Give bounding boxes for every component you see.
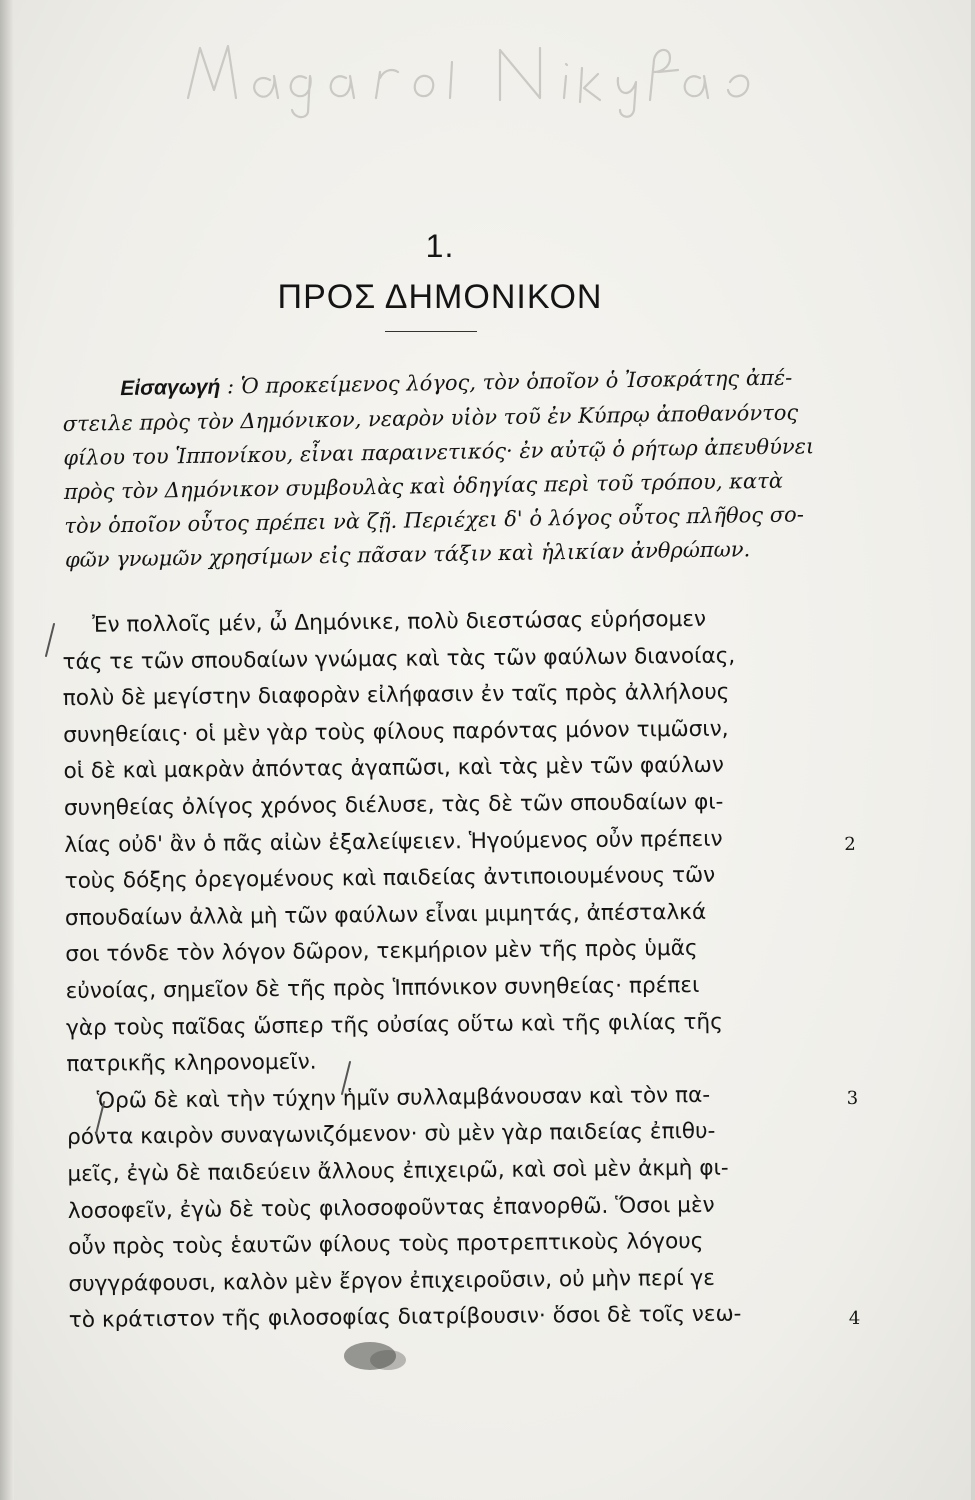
text-line: σπουδαίων ἀλλὰ μὴ τῶν φαύλων εἶναι μιμητάς, ἀπέσταλκά — [64, 899, 707, 931]
section-number: 3 — [846, 1087, 859, 1109]
text-line: οὖν πρὸς τοὺς ἑαυτῶν φίλους τοὺς προτρεπτικοὺς λόγους — [68, 1228, 704, 1261]
text-line: τοὺς δόξης ὀρεγομένους καὶ παιδείας ἀντιποιουμένους τῶν — [64, 862, 716, 895]
text-line: γὰρ τοὺς παῖδας ὥσπερ τῆς οὐσίας οὕτω καὶ τῆς φιλίας τῆς — [65, 1009, 723, 1041]
page-title: ΠΡΟΣ ΔΗΜΟΝΙΚΟΝ — [277, 278, 603, 316]
intro-line: φίλου του Ἱππονίκου, εἶναι παραινετικός· ἐν αὐτῷ ὁ ρήτωρ ἀπευθύνει — [63, 434, 815, 470]
text-line: συγγράφουσι, καλὸν μὲν ἔργον ἐπιχειροῦσιν, οὐ μὴν περί γε — [68, 1265, 716, 1297]
text-line: μεῖς, ἐγὼ δὲ παιδεύειν ἄλλους ἐπιχειρῶ, καὶ σοὶ μὲν ἀκμὴ φι- — [67, 1155, 729, 1187]
margin-section-numbers — [842, 608, 889, 1368]
main-text — [62, 600, 859, 1339]
pencil-mark — [336, 1060, 356, 1096]
text-line: τάς τε τῶν σπουδαίων γνώμας καὶ τὰς τῶν φαύλων διανοίας, — [62, 643, 736, 675]
pencil-mark — [90, 1100, 110, 1136]
text-line: ρόντα καιρὸν συναγωνιζόμενον· σὺ μὲν γὰρ παιδείας ἐπιθυ- — [66, 1119, 716, 1151]
chapter-number: 1. — [425, 228, 455, 264]
text-line: πολὺ δὲ μεγίστην διαφορὰν εἰλήφασιν ἐν ταῖς πρὸς ἀλλήλους — [62, 679, 730, 712]
introduction — [62, 359, 865, 577]
intro-line-text: : Ὁ προκείμενος λόγος, τὸν ὁποῖον ὁ Ἰσοκράτης ἀπέ- — [226, 365, 793, 399]
text-line: οἱ δὲ καὶ μακρὰν ἀπόντας ἀγαπῶσι, καὶ τὰς μὲν τῶν φαύλων — [63, 753, 724, 785]
page-spine-shadow — [0, 0, 14, 1500]
section-number: 4 — [848, 1307, 861, 1329]
intro-line: φῶν γνωμῶν χρησίμων εἰς πᾶσαν τάξιν καὶ ἡλικίαν ἀνθρώπων. — [64, 537, 751, 572]
text-line: τὸ κράτιστον τῆς φιλοσοφίας διατρίβουσιν· ὅσοι δὲ τοῖς νεω- — [68, 1301, 742, 1334]
intro-label: Εἰσαγωγή — [120, 375, 221, 401]
section-number: 2 — [844, 833, 856, 855]
page-right-edge — [971, 0, 975, 1500]
text-line: Ἐν πολλοῖς μέν, ὦ Δημόνικε, πολὺ διεστώσας εὑρήσομεν — [92, 606, 707, 638]
text-line: λοσοφεῖν, ἐγὼ δὲ τοὺς φιλοσοφοῦντας ἐπανορθῶ. Ὅσοι μὲν — [67, 1192, 715, 1224]
handwritten-signature — [170, 20, 790, 120]
intro-line: στειλε πρὸς τὸν Δημόνικον, νεαρὸν υἱὸν τοῦ ἐν Κύπρῳ ἀποθανόντος — [62, 400, 799, 436]
pencil-mark — [40, 622, 60, 658]
text-line: σοι τόνδε τὸν λόγον δῶρον, τεκμήριον μὲν τῆς πρὸς ὑμᾶς — [65, 936, 698, 968]
text-line: λίας οὐδ' ἂν ὁ πᾶς αἰὼν ἐξαλείψειεν. Ἡγούμενος οὖν πρέπειν — [64, 826, 723, 858]
intro-line: πρὸς τὸν Δημόνικον συμβουλὰς καὶ ὁδηγίας περὶ τοῦ τρόπου, κατὰ — [63, 468, 784, 504]
intro-line: τὸν ὁποῖον οὗτος πρέπει νὰ ζῇ. Περιέχει δ' ὁ λόγος οὗτος πλῆθος σο- — [64, 502, 805, 538]
text-line: συνηθείας ὀλίγος χρόνος διέλυσε, τὰς δὲ τῶν σπουδαίων φι- — [63, 789, 724, 821]
ink-stain — [336, 1336, 416, 1376]
title-divider — [385, 331, 477, 332]
text-line: εὐνοίας, σημεῖον δὲ τῆς πρὸς Ἱππόνικον συνηθείας· πρέπει — [65, 972, 700, 1004]
text-line: συνηθείαις· οἱ μὲν γὰρ τοὺς φίλους παρόντας μόνον τιμῶσιν, — [63, 716, 729, 748]
text-line: Ὁρῶ δὲ καὶ τὴν τύχην ἡμῖν συλλαμβάνουσαν καὶ τὸν πα- — [96, 1082, 711, 1114]
text-line: πατρικῆς κληρονομεῖν. — [66, 1049, 317, 1078]
